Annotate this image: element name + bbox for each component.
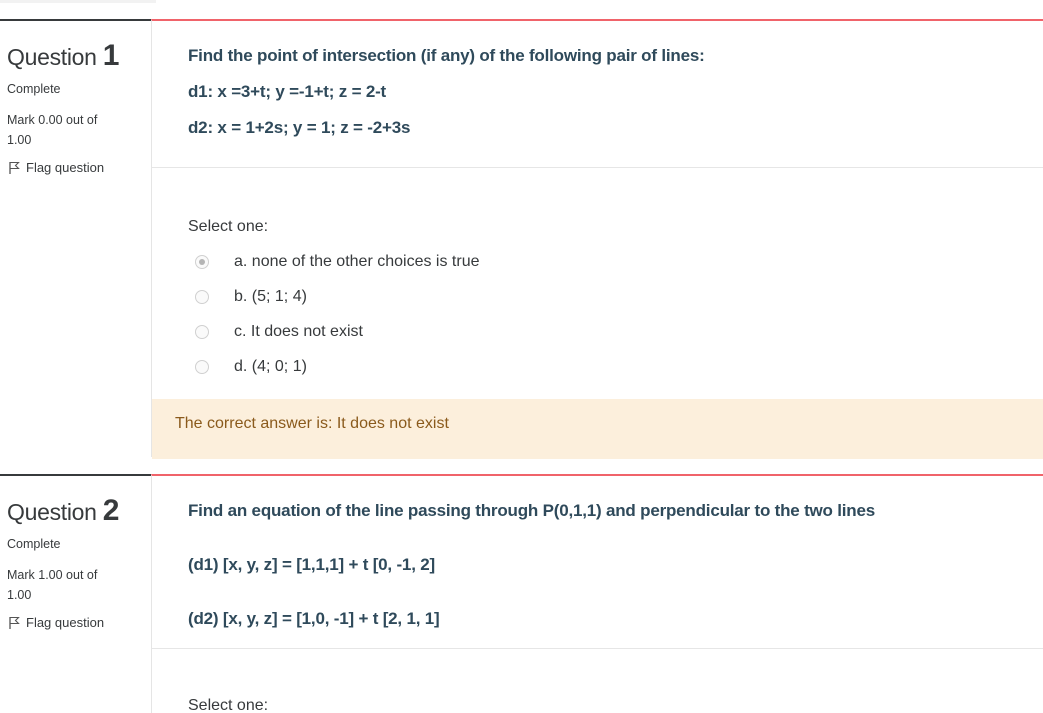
question-state: Complete: [7, 537, 61, 551]
answer-block: [188, 218, 479, 384]
question-1: [0, 19, 1043, 457]
option-label: c. It does not exist: [234, 322, 363, 340]
option-label: d. (4; 0; 1): [234, 357, 307, 375]
answer-block: [188, 697, 268, 713]
radio-button[interactable]: [195, 360, 209, 374]
question-text-line: Find an equation of the line passing through P(0,1,1) and perpendicular to the two lines: [188, 501, 876, 520]
question-info: [0, 19, 151, 457]
question-2: [0, 474, 1043, 713]
question-text: [152, 21, 1043, 152]
divider: [152, 167, 1043, 168]
flag-icon: [7, 616, 21, 630]
question-info: [0, 474, 151, 713]
flag-question-label: Flag question: [26, 160, 105, 175]
select-prompt: Select one:: [188, 218, 269, 235]
question-mark: Mark 0.00 out of 1.00: [7, 113, 98, 147]
option-label: b. (5; 1; 4): [234, 287, 307, 305]
flag-question-link[interactable]: [7, 615, 151, 630]
flag-question-link[interactable]: [7, 160, 151, 175]
divider: [152, 648, 1043, 649]
question-state: Complete: [7, 82, 61, 96]
question-number-value: 2: [102, 494, 120, 527]
question-text-line: Find the point of intersection (if any) of the following pair of lines:: [188, 46, 705, 65]
radio-button[interactable]: [195, 325, 209, 339]
question-number-value: 1: [102, 39, 120, 72]
radio-button[interactable]: [195, 255, 209, 269]
flag-icon: [7, 161, 21, 175]
question-text-line: (d1) [x, y, z] = [1,1,1] + t [0, -1, 2]: [188, 555, 435, 574]
correct-answer-text: The correct answer is: It does not exist: [175, 415, 449, 432]
answer-option-d[interactable]: [188, 349, 479, 384]
question-number: [7, 41, 151, 72]
select-prompt: Select one:: [188, 697, 269, 713]
question-content: [151, 19, 1043, 457]
answer-option-c[interactable]: [188, 314, 479, 349]
question-mark: Mark 1.00 out of 1.00: [7, 568, 98, 602]
question-text-line: d2: x = 1+2s; y = 1; z = -2+3s: [188, 118, 411, 137]
question-text-line: d1: x =3+t; y =-1+t; z = 2-t: [188, 82, 387, 101]
option-label: a. none of the other choices is true: [234, 252, 480, 270]
top-strip: [0, 0, 156, 3]
question-text-line: (d2) [x, y, z] = [1,0, -1] + t [2, 1, 1]: [188, 609, 440, 628]
answer-option-b[interactable]: [188, 279, 479, 314]
question-number: [7, 496, 151, 527]
feedback-box: [152, 399, 1043, 459]
question-label: Question: [7, 44, 97, 70]
radio-button[interactable]: [195, 290, 209, 304]
question-label: Question: [7, 499, 97, 525]
answer-option-a[interactable]: [188, 244, 479, 279]
flag-question-label: Flag question: [26, 615, 105, 630]
question-content: [151, 474, 1043, 713]
question-text: [152, 476, 1043, 643]
